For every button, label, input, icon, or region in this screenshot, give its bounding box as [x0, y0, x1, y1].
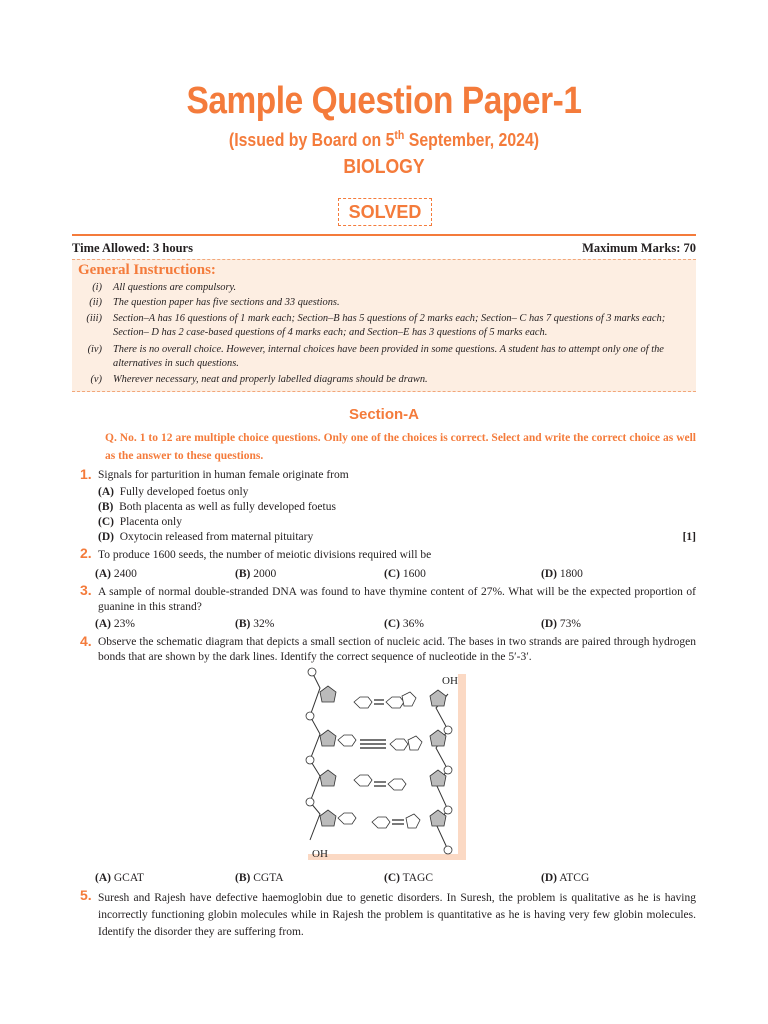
maximum-marks: Maximum Marks: 70 [582, 241, 696, 255]
option [235, 618, 274, 630]
option-label: (D) [541, 872, 557, 884]
instruction-num: (iv) [87, 344, 102, 355]
option-label: (A) [95, 618, 111, 630]
option-label: (B) [235, 872, 251, 884]
question-text: To produce 1600 seeds, the number of meiotic divisions required will be [98, 549, 432, 561]
diagram-label-oh-top: OH [442, 675, 458, 687]
diagram-shadow [308, 854, 466, 860]
option [98, 501, 336, 513]
option [541, 568, 583, 580]
option-label: (C) [98, 516, 114, 528]
instruction-num: (v) [90, 374, 102, 385]
option-label: (B) [235, 568, 251, 580]
option [98, 516, 182, 528]
option [541, 618, 581, 630]
instruction-num: (iii) [86, 313, 102, 324]
instruction-text: There is no overall choice. However, internal choices have been provided in some questions. A student has to attempt only one of the alternatives in such questions. [113, 344, 664, 369]
section-instruction: Q. No. 1 to 12 are multiple choice questions. Only one of the choices is correct. Select and write the correct choice as well as the answer to these questions. [105, 432, 696, 462]
option [235, 568, 276, 580]
question-text: A sample of normal double-stranded DNA was found to have thymine content of 27%. What will be the expected proportion of guanine in this strand? [98, 586, 696, 613]
time-allowed: Time Allowed: 3 hours [72, 241, 193, 255]
option-text: ATCG [559, 872, 590, 884]
option [95, 618, 135, 630]
question-number: 3. [80, 582, 92, 598]
option-label: (C) [384, 618, 400, 630]
option [384, 568, 426, 580]
instruction-text: The question paper has five sections and 33 questions. [113, 297, 340, 308]
option-label: (D) [98, 531, 114, 543]
question-text: Signals for parturition in human female originate from [98, 469, 349, 481]
option-text: 73% [559, 618, 581, 630]
subject-title: BIOLOGY [343, 156, 425, 178]
option-text: Fully developed foetus only [119, 486, 249, 498]
option [235, 872, 284, 884]
question-text: Suresh and Rajesh have defective haemoglobin due to genetic disorders. In Suresh, the problem is qualitative as he is having incorrectly functioning globin molecules while in Rajesh the problem is quantitative as he is having very few globin molecules. Identify the disorder they are suffering from. [98, 892, 696, 938]
nucleic-acid-diagram [298, 664, 468, 860]
page-title: Sample Question Paper-1 [186, 80, 582, 122]
section-title: Section-A [348, 406, 419, 423]
option-label: (C) [384, 872, 400, 884]
option-text: Placenta only [119, 516, 182, 528]
question-number: 1. [80, 466, 92, 482]
option [541, 872, 589, 884]
option-text: 36% [402, 618, 424, 630]
option-label: (A) [95, 568, 111, 580]
option [384, 872, 433, 884]
option-label: (B) [235, 618, 251, 630]
solved-badge: SOLVED [338, 198, 432, 226]
instructions-heading: General Instructions: [78, 262, 216, 278]
question-number: 2. [80, 545, 92, 561]
issued-post: September, 2024) [404, 130, 540, 150]
option-text: CGTA [253, 872, 284, 884]
option-text: Both placenta as well as fully developed foetus [119, 501, 336, 513]
issued-date [46, 128, 722, 151]
option-text: 23% [113, 618, 135, 630]
question-text: Observe the schematic diagram that depicts a small section of nucleic acid. The bases in two strands are paired through hydrogen bonds that are shown by the dark lines. Identify the correct sequence of nucleotide in the 5′-3′. [98, 636, 696, 663]
option-label: (C) [384, 568, 400, 580]
option-text: TAGC [402, 872, 434, 884]
marks-label: [1] [682, 531, 696, 543]
instruction-text: Section–A has 16 questions of 1 mark each; Section–B has 5 questions of 2 marks each; Section– C has 7 questions of 3 marks each; Section– D has 2 case-based questions of 4 marks each; and Section–E has 3 questions of 5 marks each. [113, 313, 666, 338]
option-text: 1600 [402, 568, 426, 580]
option [95, 568, 137, 580]
option-label: (D) [541, 618, 557, 630]
instruction-num: (ii) [89, 297, 102, 308]
option-text: 32% [253, 618, 275, 630]
option [95, 872, 144, 884]
instruction-text: Wherever necessary, neat and properly labelled diagrams should be drawn. [113, 374, 428, 385]
option-text: 1800 [559, 568, 583, 580]
option-label: (A) [98, 486, 114, 498]
divider [72, 234, 696, 236]
option [98, 486, 248, 498]
diagram-shadow [458, 674, 466, 860]
instruction-text: All questions are compulsory. [113, 282, 237, 293]
option-text: GCAT [113, 872, 144, 884]
option-label: (D) [541, 568, 557, 580]
issued-pre: (Issued by Board on 5 [228, 130, 395, 150]
question-number: 5. [80, 887, 92, 903]
option-text: 2400 [113, 568, 137, 580]
option-text: 2000 [253, 568, 277, 580]
issued-sup: th [394, 128, 405, 142]
option-label: (B) [98, 501, 114, 513]
instruction-num: (i) [92, 282, 102, 293]
question-number: 4. [80, 633, 92, 649]
option [98, 531, 313, 543]
diagram-label-oh-bottom: OH [312, 848, 328, 860]
option [384, 618, 424, 630]
option-text: Oxytocin released from maternal pituitary [119, 531, 314, 543]
option-label: (A) [95, 872, 111, 884]
